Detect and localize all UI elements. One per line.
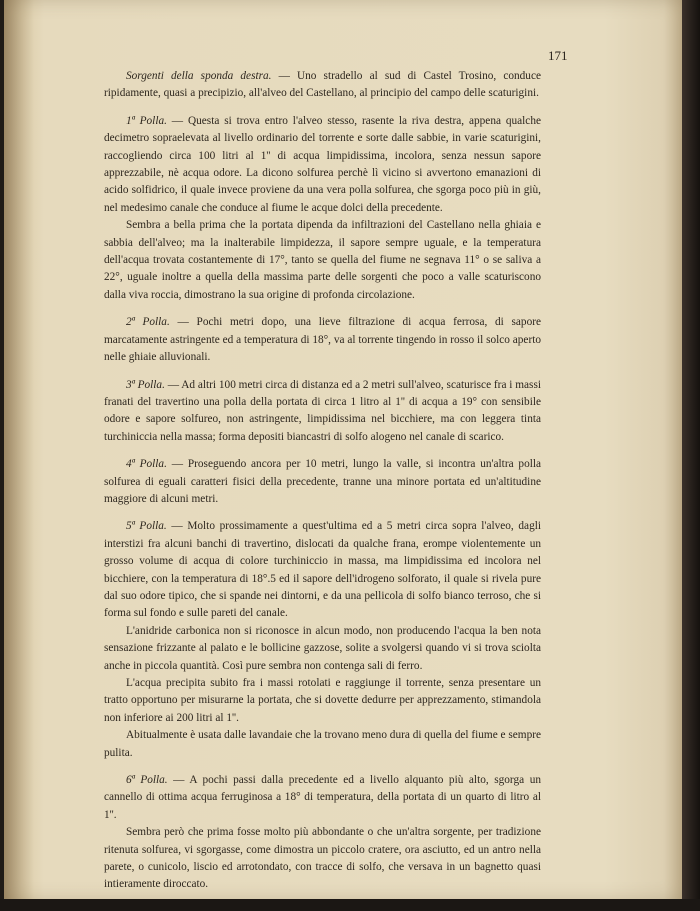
- paragraph-lead: 2ª Polla.: [126, 316, 170, 329]
- paragraph: [104, 217, 541, 304]
- paragraph-text: — Questa si trova entro l'alveo stesso, rasente la riva destra, appena qualche decimetro sopraelevata al livello ordinario del torrente e sorte dalle sabbie, in varie scaturigini, raccogliendo circa 100 litri al 1'' di acqua limpidissima, incolora, senza nessun sapore apprezzabile, nè acqua odore. La dicono solfurea perchè lì vicino si avvertono emanazioni di acido solfidrico, il quale invece proviene da una vera polla solfurea, che sgorga poco più in giù, nel medesimo canale che conduce al fiume le acque dolci della precedente.: [104, 114, 541, 214]
- paragraph: [104, 518, 541, 622]
- paragraph-lead: 1ª Polla.: [126, 114, 167, 127]
- paragraph: [104, 68, 541, 103]
- paragraph: [104, 824, 541, 894]
- paragraph: [104, 772, 541, 824]
- paragraph-text: — Uno stradello al sud di Castel Trosino, conduce ripidamente, quasi a precipizio, all'alveo del Castellano, al principio del campo delle scaturigini.: [104, 70, 541, 100]
- paragraph-text: Sembra però che prima fosse molto più abbondante o che un'altra sorgente, per tradizione ritenuta solfurea, vi sgorgasse, come dimostra un piccolo cratere, ora asciutto, ed un antro nella parete, o cunicolo, liscio ed arrotondato, con tracce di solfo, che versava in un bagnetto quasi intieramente diroccato.: [104, 826, 541, 891]
- paragraph-text: — Pochi metri dopo, una lieve filtrazione di acqua ferrosa, di sapore marcatamente astringente ed a temperatura di 18°, va al torrente tingendo in rosso il solco aperto nelle ghiaie alluvionali.: [104, 316, 541, 364]
- paragraph-text: — Ad altri 100 metri circa di distanza ed a 2 metri sull'alveo, scaturisce fra i massi franati del travertino una polla della portata di circa 1 litro al 1'' di acqua a 19° con sensibile odore e sapore solfureo, non astringente, limpidissima nel bicchiere, ma con leggera tinta turchiniccia nella massa; forma depositi biancastri di solfo alogeno nel canale di scarico.: [104, 378, 541, 443]
- paragraph-lead: 4ª Polla.: [126, 458, 167, 471]
- paragraph-text: Abitualmente è usata dalle lavandaie che la trovano meno dura di quella del fiume e sempre pulita.: [104, 729, 541, 759]
- paragraph-text: — Proseguendo ancora per 10 metri, lungo la valle, si incontra un'altra polla solfurea di eguali caratteri fisici della precedente, tranne una minore portata ed un'altitudine maggiore di alcuni metri.: [104, 458, 542, 505]
- paragraph: [104, 314, 541, 366]
- paragraph: [104, 377, 541, 447]
- paragraph-text: — A pochi passi dalla precedente ed a livello alquanto più alto, sgorga un cannello di ottima acqua ferruginosa a 18° di temperatura, della portata di un quarto di litro al 1''.: [104, 774, 541, 821]
- paragraph: [104, 623, 541, 675]
- paragraph: [104, 113, 541, 217]
- paragraph: [104, 675, 541, 727]
- paragraph-text: L'acqua precipita subito fra i massi rotolati e raggiunge il torrente, senza presentare un tratto opportuno per misurarne la portata, che si dovette dedurre per apprezzamento, stimandola non inferiore ai 200 litri al 1''.: [104, 677, 541, 724]
- paragraph-lead: 3ª Polla.: [126, 378, 165, 391]
- paragraph-text: — Molto prossimamente a quest'ultima ed a 5 metri circa sopra l'alveo, dagli interstizi fra alcuni banchi di travertino, dislocati da qualche frana, erompe violentemente un grosso volume di acqua di colore turchiniccio in massa, ma limpidissima ed incolora nel bicchiere, con la temperatura di 18°.5 ed il sapore dell'idrogeno solforato, il quale si rivela pure dal suo odore tipico, che si spande nei dintorni, e da una pellicola di solfo bianco terroso, che si forma sul fondo e sulle pareti del canale.: [104, 520, 542, 620]
- paragraph-lead: 6ª Polla.: [126, 774, 168, 787]
- paragraph: [104, 727, 541, 762]
- paragraph-lead: Sorgenti della sponda destra.: [126, 70, 272, 82]
- paragraph-text: L'anidride carbonica non si riconosce in alcun modo, non producendo l'acqua la ben nota sensazione frizzante al palato e le bollicine gazzose, solite a svolgersi quando vi si trova sciolta anche in piccola quantità. Così pure sembra non contenga sali di ferro.: [104, 624, 541, 672]
- paragraph-lead: 5ª Polla.: [126, 520, 167, 533]
- paragraph: [104, 456, 541, 508]
- page-number: 171: [548, 48, 568, 63]
- body-text: [104, 68, 541, 894]
- paragraph-text: Sembra a bella prima che la portata dipenda da infiltrazioni del Castellano nella ghiaia e sabbia dell'alveo; ma la inalterabile limpidezza, il sapore sempre uguale, e la temperatura dell'acqua trovata costantemente di 17°, tanto se quella del fiume ne segnava 11° o se saliva a 22°, uguale inoltre a quella della massima parte delle sorgenti che poco a valle scaturiscono dalla viva roccia, dimostrano la sua origine di profonda circolazione.: [104, 219, 541, 301]
- book-edge-bottom: [0, 899, 700, 911]
- book-edge-right: [682, 0, 700, 911]
- page-gutter-shadow: [4, 0, 34, 901]
